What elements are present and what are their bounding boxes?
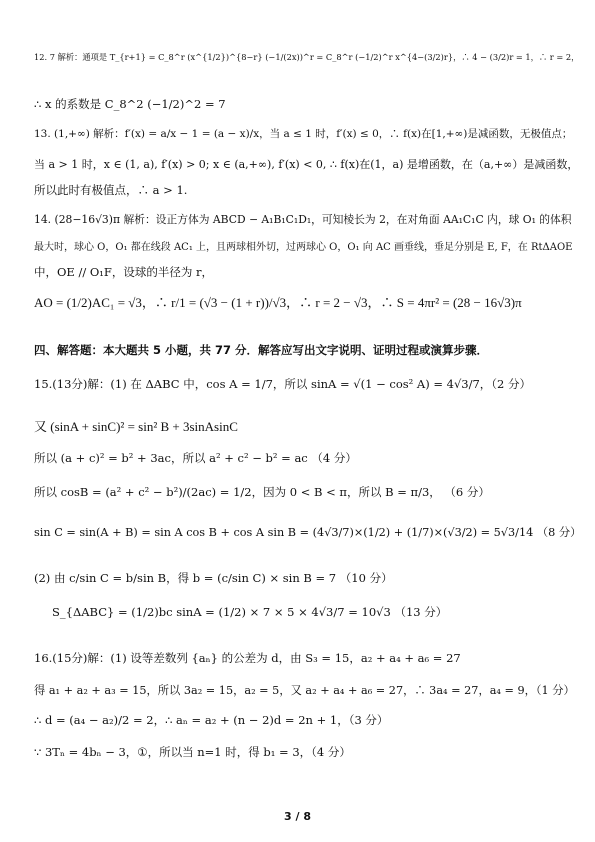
page-number: 3 / 8 [284,810,311,823]
q15-line-5: sin C = sin(A + B) = sin A cos B + cos A sin B = (4√3/7)×(1/2) + (1/7)×(√3/2) = 5√3/14 （8 分） [34,526,582,539]
q15-line-6: (2) 由 c/sin C = b/sin B，得 b = (c/sin C) × sin B = 7 （10 分） [34,571,393,585]
q13-line-3: 所以此时有极值点，∴ a > 1. [34,183,188,197]
q14-line-3: 中，OE // O₁F，设球的半径为 r， [34,265,214,279]
q16-line-3: ∴ d = (a₄ − a₂)/2 = 2，∴ aₙ = a₂ + (n − 2)d = 2n + 1，（3 分） [34,713,389,727]
q12-line-1: 12. 7 解析：通项是 T_{r+1} = C_8^r (x^{1/2})^{8−r} (−1/(2x))^r = C_8^r (−1/2)^r x^{4−(3/2)r}，∴ 4 − (3/2)r = 1，∴ r = 2， [34,52,580,62]
q15-line-1: 15.(13分)解：(1) 在 ΔABC 中，cos A = 1/7，所以 sinA = √(1 − cos² A) = 4√3/7，（2 分） [34,377,532,391]
q16-line-2: 得 a₁ + a₂ + a₃ = 15，所以 3a₂ = 15，a₂ = 5，又 a₂ + a₄ + a₆ = 27，∴ 3a₄ = 27，a₄ = 9，（1 分） [34,684,575,697]
section-4-heading: 四、解答题：本大题共 5 小题，共 77 分．解答应写出文字说明、证明过程或演算步骤． [34,343,489,357]
q16-line-4: ∵ 3Tₙ = 4bₙ − 3，①，所以当 n=1 时，得 b₁ = 3，（4 分） [34,745,351,759]
q15-line-2: 又 (sinA + sinC)² = sin² B + 3sinAsinC [34,419,238,434]
q13-line-2: 当 a > 1 时，x ∈ (1, a), f′(x) > 0; x ∈ (a,+∞), f′(x) < 0, ∴ f(x)在(1，a) 是增函数，在（a,+∞）是减函数， [34,158,579,171]
q12-line-2: ∴ x 的系数是 C_8^2 (−1/2)^2 = 7 [34,97,226,111]
q15-line-7: S_{ΔABC} = (1/2)bc sinA = (1/2) × 7 × 5 × 4√3/7 = 10√3 （13 分） [52,605,448,619]
q15-line-4: 所以 cosB = (a² + c² − b²)/(2ac) = 1/2，因为 0 < B < π，所以 B = π/3， （6 分） [34,485,490,499]
q15-line-3: 所以 (a + c)² = b² + 3ac，所以 a² + c² − b² = ac （4 分） [34,451,357,465]
q14-line-1: 14. (28−16√3)π 解析：设正方体为 ABCD − A₁B₁C₁D₁，可知棱长为 2，在对角面 AA₁C₁C 内，球 O₁ 的体积 [34,213,572,226]
q14-line-4: AO = (1/2)AC₁ = √3，∴ r/1 = (√3 − (1 + r))/√3，∴ r = 2 − √3，∴ S = 4πr² = (28 − 16√3)π [34,295,522,310]
q13-line-1: 13. (1,+∞) 解析：f′(x) = a/x − 1 = (a − x)/x，当 a ≤ 1 时，f′(x) ≤ 0，∴ f(x)在[1,+∞)是减函数，无极值点； [34,128,573,140]
q16-line-1: 16.(15分)解：(1) 设等差数列 {aₙ} 的公差为 d，由 S₃ = 15，a₂ + a₄ + a₆ = 27 [34,651,461,665]
q14-line-2: 最大时，球心 O，O₁ 都在线段 AC₁ 上，且两球相外切，过两球心 O，O₁ 向 AC 画垂线，垂足分别是 E, F，在 RtΔAOE [34,242,573,253]
